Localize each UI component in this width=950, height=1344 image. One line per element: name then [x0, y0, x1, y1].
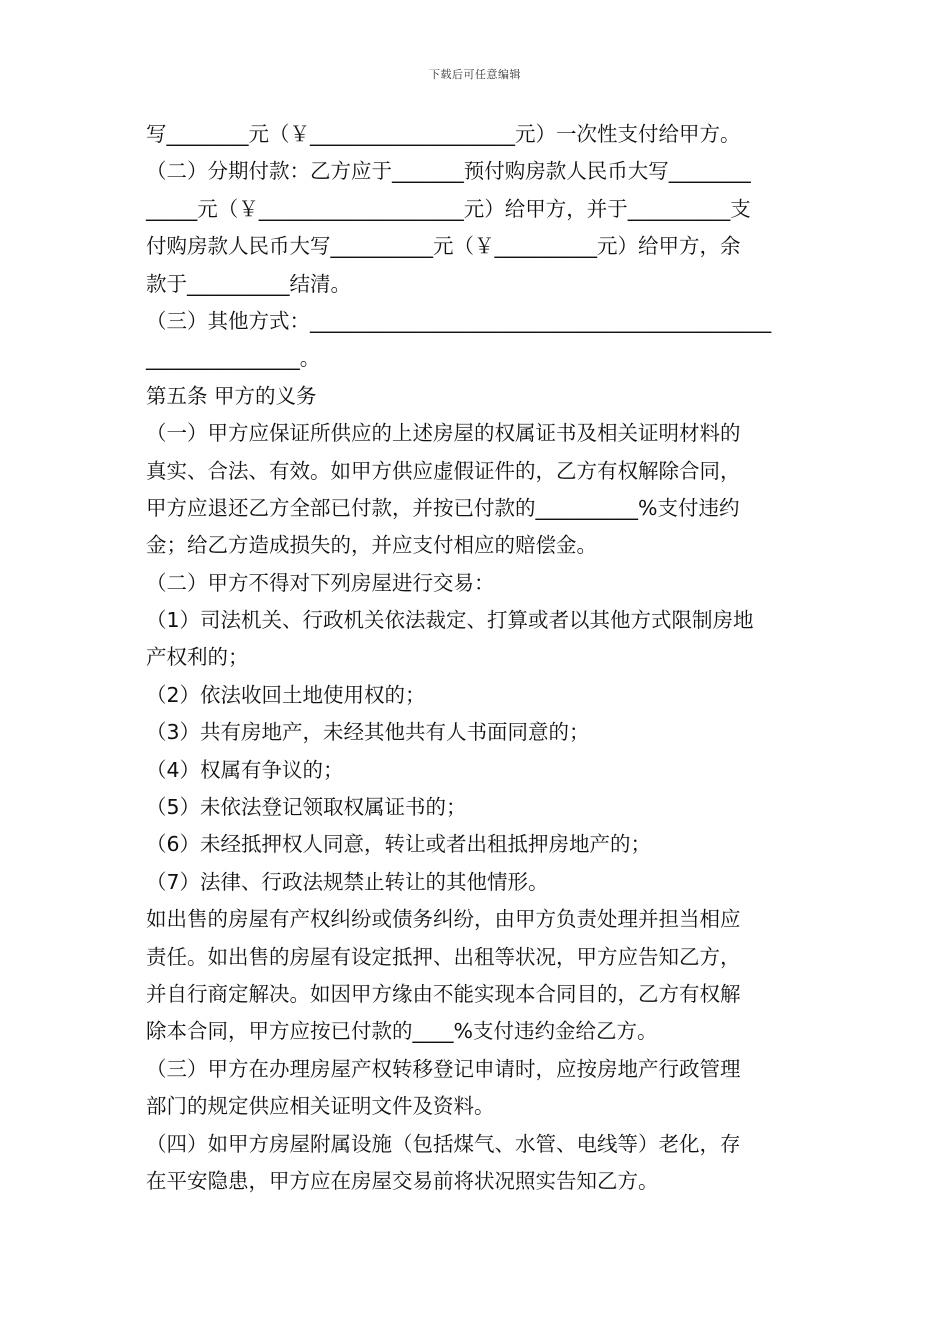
text-line: 产权利的； [146, 645, 249, 670]
text-line: 甲方应退还乙方全部已付款，并按已付款的__________%支付违约 [146, 495, 740, 520]
text-line: （四）如甲方房屋附属设施（包括煤气、水管、电线等）老化，存 [146, 1131, 741, 1156]
text-line: （1）司法机关、行政机关依法裁定、打算或者以其他方式限制房地 [146, 608, 754, 633]
document-body [146, 116, 810, 1200]
text-line: 款于__________结清。 [146, 271, 351, 296]
text-line: 并自行商定解决。如因甲方缘由不能实现本合同目的，乙方有权解 [146, 981, 741, 1006]
text-line: （二）分期付款：乙方应于_______预付购房款人民币大写________ [146, 159, 751, 184]
text-line: （7）法律、行政法规禁止转让的其他情形。 [146, 869, 549, 894]
text-line: （5）未依法登记领取权属证书的； [146, 795, 467, 820]
text-line: 真实、合法、有效。如甲方供应虚假证件的，乙方有权解除合同， [146, 458, 741, 483]
text-line: 责任。如出售的房屋有设定抵押、出租等状况，甲方应告知乙方， [146, 944, 741, 969]
text-line: 除本合同，甲方应按已付款的____%支付违约金给乙方。 [146, 1019, 658, 1044]
text-line: 在平安隐患，甲方应在房屋交易前将状况照实告知乙方。 [146, 1168, 659, 1193]
page-header: 下载后可任意编辑 [429, 68, 521, 81]
text-line: （三）甲方在办理房屋产权转移登记申请时，应按房地产行政管理 [146, 1056, 741, 1081]
text-line: （6）未经抵押权人同意，转让或者出租抵押房地产的； [146, 832, 652, 857]
text-line: _______________。 [146, 346, 321, 371]
text-line: 金；给乙方造成损失的，并应支付相应的赔偿金。 [146, 533, 597, 558]
section-heading: 第五条 甲方的义务 [146, 383, 317, 408]
text-line: （二）甲方不得对下列房屋进行交易： [146, 570, 495, 595]
text-line: 如出售的房屋有产权纠纷或债务纠纷，由甲方负责处理并担当相应 [146, 907, 741, 932]
text-line: （一）甲方应保证所供应的上述房屋的权属证书及相关证明材料的 [146, 421, 741, 446]
text-line: 写________元（￥____________________元）一次性支付给甲方。 [146, 122, 741, 146]
text-line: （三）其他方式：_____________________________________________ [146, 308, 772, 333]
text-line: （3）共有房地产，未经其他共有人书面同意的； [146, 720, 590, 745]
text-line: _____元（￥____________________元）给甲方，并于__________支 [146, 196, 751, 221]
text-line: 付购房款人民币大写__________元（￥__________元）给甲方，余 [146, 234, 741, 259]
text-line: （4）权属有争议的； [146, 757, 344, 782]
text-line: 部门的规定供应相关证明文件及资料。 [146, 1094, 495, 1119]
text-line: （2）依法收回土地使用权的； [146, 682, 426, 707]
